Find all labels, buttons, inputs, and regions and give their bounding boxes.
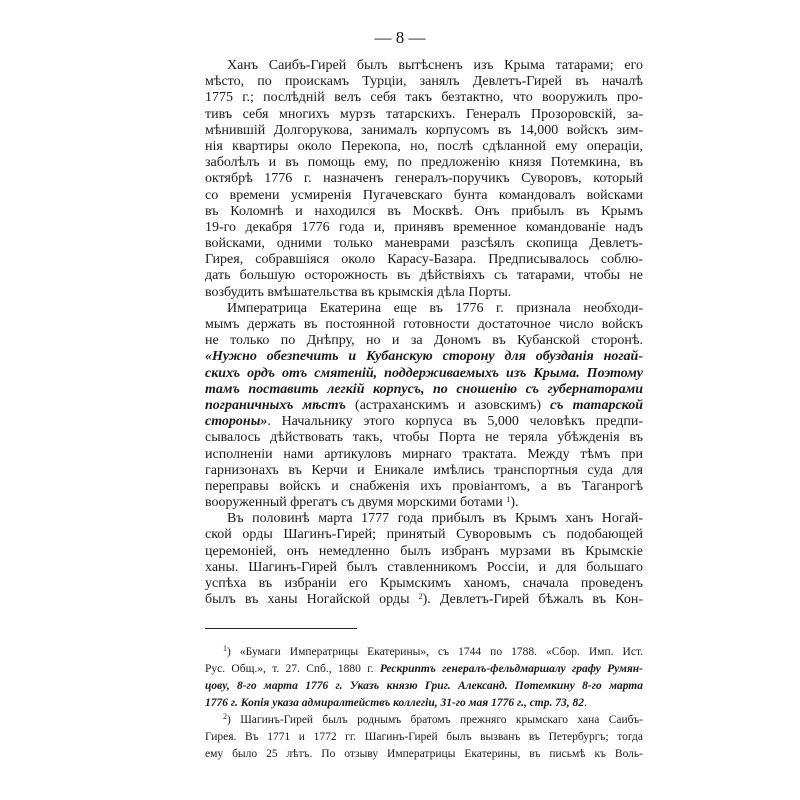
text-segment: Рус. Общ.», т. 27. Спб., 1880 г. bbox=[205, 663, 380, 675]
text-line bbox=[205, 382, 643, 398]
italic-text: цову, 8-го марта 1776 г. Указъ князю Григ. Александ. Потемкину 8-го марта bbox=[205, 680, 643, 692]
footnote-line bbox=[205, 712, 643, 729]
text-line bbox=[205, 398, 643, 414]
text-segment: . Начальнику этого корпуса въ 5,000 человѣкъ предпи- bbox=[267, 414, 643, 430]
text-segment: ханы. Шагинъ-Гирей былъ ставленникомъ Россіи, и для большаго bbox=[205, 559, 643, 575]
text-segment: со времени усмиренія Пугачевскаго бунта командовалъ войсками bbox=[205, 187, 643, 203]
footnote-line bbox=[205, 729, 643, 746]
text-segment: ). bbox=[510, 495, 519, 511]
text-segment: Въ половинѣ марта 1777 года прибылъ въ Крымъ ханъ Ногай- bbox=[227, 511, 643, 527]
text-line bbox=[205, 511, 643, 527]
footnote-line bbox=[205, 746, 643, 763]
italic-text: 1776 г. Копія указа адмиралтействъ коллегіи, 31-го мая 1776 г., стр. 73, 82 bbox=[205, 697, 584, 709]
footnotes bbox=[205, 644, 643, 763]
text-segment: Гирея. Въ 1771 и 1772 гг. Шагинъ-Гирей былъ вызванъ въ Петербургъ; тогда bbox=[205, 731, 643, 743]
text-line bbox=[205, 220, 643, 236]
text-segment: нія квартиры около Перекопа, но, послѣ сдѣланной ему операціи, bbox=[205, 138, 643, 154]
text-line bbox=[205, 560, 643, 576]
text-line bbox=[205, 317, 643, 333]
text-line bbox=[205, 301, 643, 317]
footnote-marker: 2 bbox=[223, 712, 227, 721]
text-segment: тивъ себя многихъ мурзъ татарскихъ. Генералъ Прозоровскій, за- bbox=[205, 106, 643, 122]
text-line bbox=[205, 90, 643, 106]
italic-text: съ татарской bbox=[550, 397, 644, 413]
text-segment: исполненіи нами артикуловъ мирнаго трактата. Между тѣмъ при bbox=[205, 446, 643, 462]
text-line bbox=[205, 285, 643, 301]
text-line bbox=[205, 188, 643, 204]
text-segment: гарнизонахъ въ Керчи и Еникале имѣлись транспортныя суда для bbox=[205, 462, 643, 478]
text-line bbox=[205, 204, 643, 220]
text-segment: не только по Днѣпру, но и за Дономъ въ Кубанской сторонѣ. bbox=[205, 333, 643, 349]
text-line bbox=[205, 155, 643, 171]
text-segment: ). Девлетъ-Гирей бѣжалъ въ Кон- bbox=[422, 592, 643, 608]
text-segment: былъ въ ханы Ногайской орды bbox=[205, 592, 419, 608]
text-segment: церемоніей, онъ немедленно былъ избранъ мурзами въ Крымскіе bbox=[205, 543, 643, 559]
text-segment: октябрѣ 1776 г. назначенъ генералъ-поручикъ Суворовъ, который bbox=[205, 171, 643, 187]
text-segment: мымъ держать въ постоянной готовности достаточное число войскъ bbox=[205, 317, 643, 332]
text-segment: дать большую осторожность въ дѣйствіяхъ съ татарами, чтобы не bbox=[205, 268, 643, 284]
text-line bbox=[205, 544, 643, 560]
text-segment: сывалось дѣйствовать такъ, чтобы Порта не теряла убѣжденія въ bbox=[205, 430, 643, 446]
footnote-marker: 1 bbox=[506, 495, 511, 505]
text-line bbox=[205, 495, 643, 511]
text-line bbox=[205, 252, 643, 268]
text-line bbox=[205, 527, 643, 543]
text-line bbox=[205, 123, 643, 139]
italic-text: Рескриптъ генералъ-фельдмаршалу графу Румян- bbox=[379, 663, 643, 675]
text-line bbox=[205, 171, 643, 187]
text-segment: ) Шагинъ-Гирей былъ роднымъ братомъ прежняго крымскаго хана Саибъ- bbox=[227, 714, 643, 726]
text-line bbox=[205, 107, 643, 123]
text-segment: переправы войскъ и снабженія ихъ провіантомъ, а въ Таганрогѣ bbox=[205, 478, 643, 494]
text-line bbox=[205, 479, 643, 495]
text-segment: Ханъ Саибъ-Гирей былъ вытѣсненъ изъ Крыма татарами; его bbox=[227, 58, 643, 73]
italic-text: пограничныхъ мѣстъ bbox=[205, 397, 346, 413]
text-segment: ) «Бумаги Императрицы Екатерины», съ 1744 по 1788. «Сбор. Имп. Ист. bbox=[227, 646, 643, 658]
footnote-divider bbox=[205, 628, 357, 629]
text-segment: вооруженный фрегатъ съ двумя морскими ботами bbox=[205, 495, 507, 511]
text-line bbox=[205, 236, 643, 252]
text-segment: войсками, одними только маневрами разсѣялъ скопища Девлетъ- bbox=[205, 236, 643, 252]
text-line bbox=[205, 592, 643, 608]
text-line bbox=[205, 414, 643, 430]
footnote-marker: 1 bbox=[223, 644, 227, 653]
italic-text: скихъ ордъ отъ смятеній, поддерживаемыхъ изъ Крыма. Поэтому bbox=[205, 365, 643, 381]
footnote-marker: 2 bbox=[418, 592, 423, 602]
footnote-line bbox=[205, 695, 643, 712]
body-text bbox=[205, 58, 643, 608]
text-segment: (астраханскимъ и азовскимъ) bbox=[345, 397, 551, 413]
text-segment: мѣсто, по проискамъ Турціи, занялъ Девлетъ-Гирей въ началѣ bbox=[205, 74, 643, 90]
text-segment: 1775 г.; послѣдній велъ себя такъ безтактно, что вооружилъ про- bbox=[205, 90, 643, 106]
footnote-line bbox=[205, 661, 643, 678]
text-segment: . bbox=[584, 697, 587, 709]
text-line bbox=[205, 349, 643, 365]
footnote-line bbox=[205, 678, 643, 695]
text-segment: 19-го декабря 1776 года и, принявъ временное командованіе надъ bbox=[205, 219, 643, 235]
text-segment: успѣха въ избраніи его Крымскимъ ханомъ, сначала проведенъ bbox=[205, 576, 643, 591]
text-line bbox=[205, 576, 643, 592]
page-number: — 8 — bbox=[374, 28, 426, 47]
footnote-line bbox=[205, 644, 643, 661]
text-line bbox=[205, 58, 643, 74]
text-segment: заболѣлъ и въ помощь ему, по предложенію князя Потемкина, въ bbox=[205, 155, 643, 171]
text-line bbox=[205, 139, 643, 155]
italic-text: стороны» bbox=[205, 414, 268, 430]
text-segment: возбудить вмѣшательства въ крымскія дѣла Порты. bbox=[205, 284, 512, 300]
text-segment: Гирея, собравшіяся около Карасу-Базара. Предписывалось соблю- bbox=[205, 252, 643, 268]
italic-text: тамъ поставить легкій корпусъ, по сношенію съ губернаторами bbox=[205, 381, 643, 397]
text-line bbox=[205, 463, 643, 479]
text-line bbox=[205, 447, 643, 463]
text-line bbox=[205, 366, 643, 382]
text-segment: ему было 25 лѣтъ. По отзыву Императрицы Екатерины, въ письмѣ къ Воль- bbox=[205, 748, 643, 760]
text-line bbox=[205, 333, 643, 349]
text-segment: въ Коломнѣ и находился въ Москвѣ. Онъ прибылъ въ Крымъ bbox=[205, 203, 643, 219]
text-line bbox=[205, 268, 643, 284]
text-line bbox=[205, 430, 643, 446]
text-segment: мѣнившій Долгорукова, занималъ корпусомъ въ 14,000 войскъ зим- bbox=[205, 122, 643, 138]
text-segment: Императрица Екатерина еще въ 1776 г. признала необходи- bbox=[227, 300, 643, 316]
text-segment: ской орды Шагинъ-Гирей; принятый Суворовымъ съ подобающей bbox=[205, 527, 643, 543]
italic-text: «Нужно обезпечить и Кубанскую сторону для обузданія ногай- bbox=[205, 349, 643, 365]
text-line bbox=[205, 74, 643, 90]
